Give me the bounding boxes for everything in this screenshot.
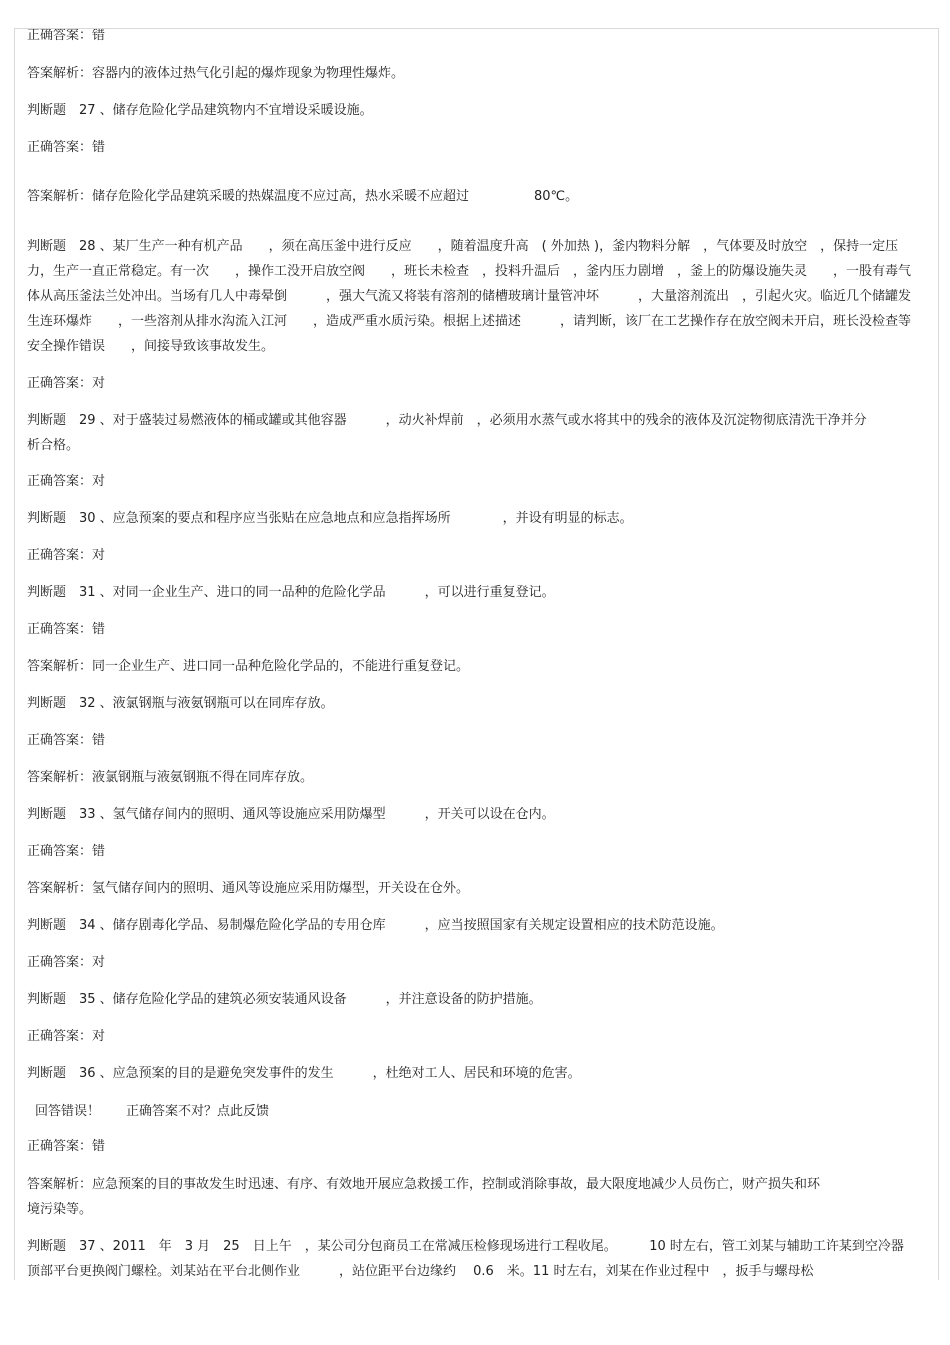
question-33: 判断题 33 、氢气储存间内的照明、通风等设施应采用防爆型 ，开关可以设在仓内。 [27, 807, 555, 822]
question-34: 判断题 34 、储存剧毒化学品、易制爆危险化学品的专用仓库 ，应当按照国家有关规定设置相应的技术防范设施。 [27, 918, 724, 933]
question-28: 判断题 28 、某厂生产一种有机产品 ，须在高压釜中进行反应 ，随着温度升高 ( 外加热 )，釜内物料分解 ，气体要及时放空 ，保持一定压力，生产一直正常稳定。有一次 ，操作工没开启放空阀 ，班长未检查 ，投料升温后 ，釜内压力剧增 ，釜上的防爆设施失灵 ，一股有毒气体从高压釜法兰处冲出。当场有几人中毒晕倒 ，强大气流又将装有溶剂的储槽玻璃计量管冲坏 ，大量溶剂流出 ，引起火灾。临近几个储罐发生连环爆炸 ，一些溶剂从排水沟流入江河 ，造成严重水质污染。根据上述描述 ，请判断，该厂在工艺操作存在放空阀未开启，班长没检查等安全操作错误 ，间接导致该事故发生。 [27, 239, 912, 354]
answer-line: 正确答案：错 [27, 140, 106, 155]
explanation-line: 答案解析：储存危险化学品建筑采暖的热媒温度不应过高，热水采暖不应超过 80℃。 [27, 189, 579, 204]
answer-line: 正确答案：对 [27, 548, 106, 563]
question-31: 判断题 31 、对同一企业生产、进口的同一品种的危险化学品 ，可以进行重复登记。 [27, 585, 555, 600]
question-36: 判断题 36 、应急预案的目的是避免突发事件的发生 ，杜绝对工人、居民和环境的危害。 [27, 1066, 581, 1081]
question-27: 判断题 27 、储存危险化学品建筑物内不宜增设采暖设施。 [27, 103, 373, 118]
question-30: 判断题 30 、应急预案的要点和程序应当张贴在应急地点和应急指挥场所 ，并设有明显的标志。 [27, 511, 633, 526]
answer-line: 正确答案：错 [27, 28, 106, 43]
answer-line: 正确答案：错 [27, 844, 106, 859]
question-29: 判断题 29 、对于盛装过易燃液体的桶或罐或其他容器 ，动火补焊前 ，必须用水蒸气或水将其中的残余的液体及沉淀物彻底清洗干净并分析合格。 [27, 413, 867, 453]
answer-line: 正确答案：对 [27, 376, 106, 391]
explanation-line: 答案解析：氢气储存间内的照明、通风等设施应采用防爆型，开关设在仓外。 [27, 881, 470, 896]
explanation-line: 答案解析：液氯钢瓶与液氨钢瓶不得在同库存放。 [27, 770, 314, 785]
explanation-line: 答案解析：同一企业生产、进口同一品种危险化学品的，不能进行重复登记。 [27, 659, 470, 674]
answer-line: 正确答案：对 [27, 474, 106, 489]
explanation-line: 答案解析：容器内的液体过热气化引起的爆炸现象为物理性爆炸。 [27, 66, 405, 81]
explanation-line: 答案解析：应急预案的目的事故发生时迅速、有序、有效地开展应急救援工作，控制或消除事故，最大限度地减少人员伤亡，财产损失和环境污染等。 [27, 1177, 821, 1217]
feedback-link[interactable]: 回答错误！ 正确答案不对？点此反馈 [35, 1104, 270, 1119]
answer-line: 正确答案：错 [27, 622, 106, 637]
question-35: 判断题 35 、储存危险化学品的建筑必须安装通风设备 ，并注意设备的防护措施。 [27, 992, 542, 1007]
question-32: 判断题 32 、液氯钢瓶与液氨钢瓶可以在同库存放。 [27, 696, 334, 711]
answer-line: 正确答案：错 [27, 733, 106, 748]
answer-line: 正确答案：错 [27, 1139, 106, 1154]
question-37: 判断题 37 、2011 年 3 月 25 日上午 ，某公司分包商员工在常减压检修现场进行工程收尾。 10 时左右，管工刘某与辅助工许某到空冷器顶部平台更换阀门螺栓。刘某站在平台北侧作业 ，站位距平台边缘约 0.6 米。11 时左右，刘某在作业过程中 ，扳手与螺母松 [27, 1239, 904, 1279]
document-page [14, 28, 939, 1280]
answer-line: 正确答案：对 [27, 955, 106, 970]
answer-line: 正确答案：对 [27, 1029, 106, 1044]
